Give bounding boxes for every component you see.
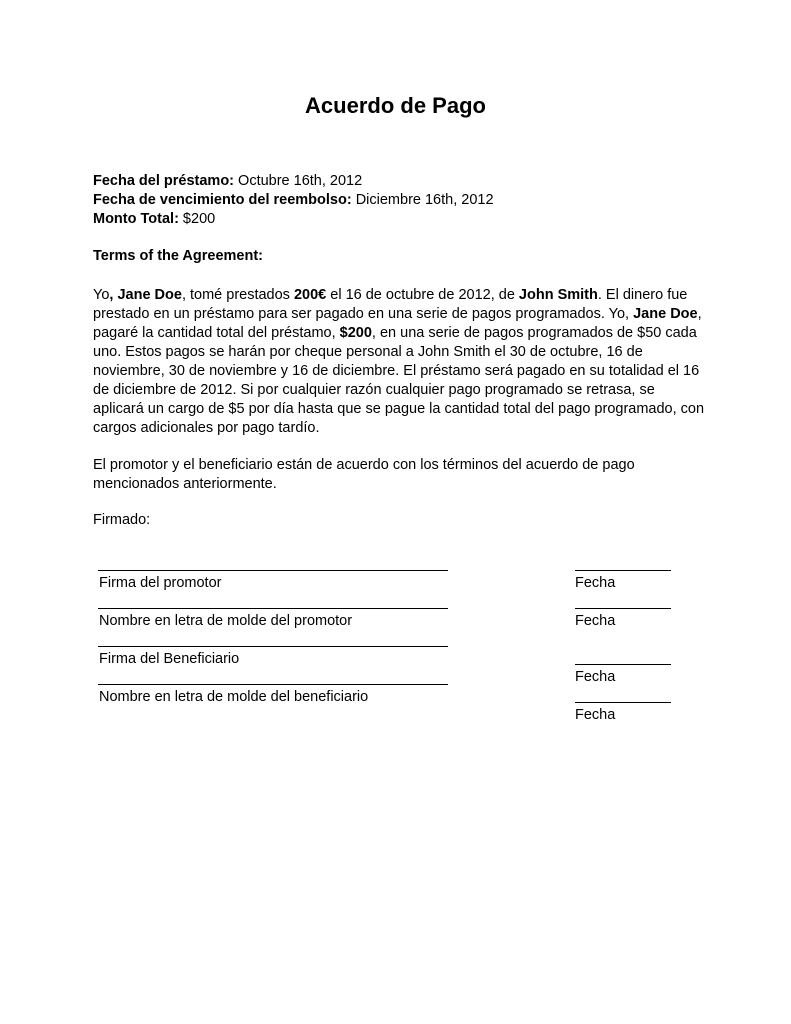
terms-heading: Terms of the Agreement: (93, 248, 263, 264)
loan-details (93, 172, 494, 229)
para-bold-borrower-2: Jane Doe (633, 306, 698, 322)
para-bold-borrower: , Jane Doe (109, 287, 182, 303)
loan-date-label: Fecha del préstamo: (93, 173, 235, 189)
total-value: $200 (178, 211, 216, 227)
para-text-5: , pagaré la cantidad total del préstamo, (93, 306, 702, 341)
para-bold-total: $200 (339, 325, 372, 341)
document-title: Acuerdo de Pago (305, 93, 486, 118)
date-label-1: Fecha (575, 575, 616, 591)
agreement-paragraph-2: El promotor y el beneficiario están de acuerdo con los términos del acuerdo de pago mencionados anteriormente. (93, 457, 635, 492)
promoter-signature-label: Firma del promotor (99, 575, 222, 591)
date-line-2 (575, 608, 671, 609)
date-label-4: Fecha (575, 707, 616, 723)
para-text-2: , tomé prestados (181, 287, 294, 303)
para-text-3: el 16 de octubre de 2012, de (326, 287, 519, 303)
total-label: Monto Total: (93, 211, 179, 227)
para-bold-lender: John Smith (518, 287, 598, 303)
due-date-row (93, 191, 494, 210)
beneficiary-signature-label: Firma del Beneficiario (99, 651, 240, 667)
para-bold-amount: 200€ (293, 287, 327, 303)
promoter-print-name-label: Nombre en letra de molde del promotor (99, 613, 353, 629)
promoter-signature-line (98, 570, 448, 571)
due-date-label: Fecha de vencimiento del reembolso: (93, 192, 352, 208)
date-line-3 (575, 664, 671, 665)
beneficiary-signature-line (98, 646, 448, 647)
date-line-1 (575, 570, 671, 571)
beneficiary-print-name-line (98, 684, 448, 685)
signed-label: Firmado: (93, 512, 151, 528)
promoter-print-name-line (98, 608, 448, 609)
due-date-value: Diciembre 16th, 2012 (351, 192, 494, 208)
para-text-4: . El dinero fue prestado en un préstamo para ser pagado en una serie de pagos programados. Yo, (93, 287, 688, 322)
beneficiary-print-name-label: Nombre en letra de molde del beneficiario (99, 689, 369, 705)
para-text-1: Yo (93, 287, 110, 303)
date-line-4 (575, 702, 671, 703)
date-label-3: Fecha (575, 669, 616, 685)
para-text-6: , en una serie de pagos programados de $50 cada uno. Estos pagos se harán por cheque personal a John Smith el 30 de octubre, 16 de noviembre, 30 de noviembre y 16 de diciembre. El préstamo será pagado en su totalidad el 16 de diciembre de 2012. Si por cualquier razón cualquier pago programado se retrasa, se aplicará un cargo de $5 por día hasta que se pague la cantidad total del pago programado, con cargos adicionales por pago tardío. (93, 325, 705, 436)
loan-date-value: Octubre 16th, 2012 (234, 173, 363, 189)
total-row (93, 210, 494, 229)
agreement-paragraph (93, 286, 705, 438)
loan-date-row (93, 172, 494, 191)
date-label-2: Fecha (575, 613, 616, 629)
